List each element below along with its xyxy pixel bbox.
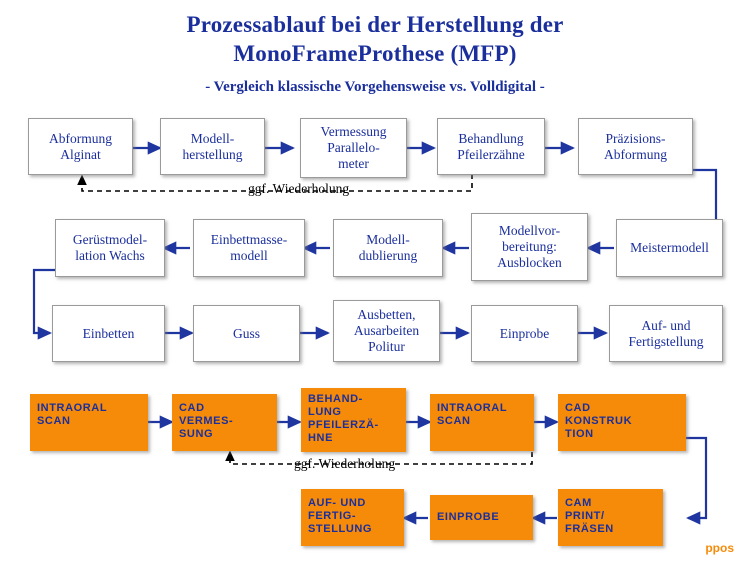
box-line: FRÄSEN bbox=[565, 522, 614, 535]
box-line: STELLUNG bbox=[308, 522, 373, 535]
box-line: Auf- und bbox=[641, 317, 691, 333]
box-line: EINPROBE bbox=[437, 511, 500, 524]
box-line: CAD bbox=[565, 402, 591, 414]
box-line: Politur bbox=[368, 338, 405, 354]
box-line: SUNG bbox=[179, 427, 214, 440]
process-box-abformung-alginat[interactable] bbox=[28, 118, 133, 175]
box-line: AUF- UND bbox=[308, 497, 366, 509]
box-line: Modell- bbox=[190, 130, 235, 146]
box-line: Fertigstellung bbox=[628, 333, 704, 349]
box-line: bereitung: bbox=[502, 239, 557, 255]
box-line: Vermessung bbox=[320, 124, 387, 140]
box-line: Guss bbox=[232, 325, 260, 341]
box-line: Präzisions- bbox=[605, 130, 666, 146]
digital-box-cad-konstruktion[interactable] bbox=[558, 394, 686, 451]
box-line: Alginat bbox=[60, 146, 101, 162]
box-line: CAD bbox=[179, 402, 205, 414]
process-box-ausbetten-ausarbeiten-politur[interactable] bbox=[333, 300, 440, 362]
digital-box-intraoral-scan-2[interactable] bbox=[430, 394, 534, 451]
digital-box-cam-print-fraesen[interactable] bbox=[558, 489, 663, 546]
box-line: HNE bbox=[308, 431, 334, 444]
process-box-geruestmodellation-wachs[interactable] bbox=[55, 219, 165, 277]
digital-box-intraoral-scan-1[interactable] bbox=[30, 394, 148, 451]
box-line: herstellung bbox=[182, 146, 243, 162]
process-box-meistermodell[interactable] bbox=[616, 219, 723, 277]
box-line: Parallelo- bbox=[327, 140, 380, 156]
process-box-einprobe[interactable] bbox=[471, 305, 578, 362]
box-line: SCAN bbox=[37, 414, 71, 427]
process-box-guss[interactable] bbox=[193, 305, 300, 362]
process-box-auf-und-fertigstellung[interactable] bbox=[609, 305, 723, 362]
box-line: Einbettmasse- bbox=[210, 232, 288, 248]
page-title-line-1: Prozessablauf bei der Herstellung der bbox=[186, 12, 564, 37]
digital-box-auf-und-fertigstellung[interactable] bbox=[301, 489, 404, 546]
box-line: dublierung bbox=[358, 248, 418, 263]
digital-box-behandlung-pfeilerzaehne[interactable] bbox=[301, 388, 406, 452]
repetition-label-classic: ggf. Wiederholung bbox=[248, 181, 350, 196]
box-line: Modellvor- bbox=[498, 223, 561, 239]
box-line: PFEILERZÄ- bbox=[308, 418, 379, 431]
box-line: Abformung bbox=[604, 146, 667, 162]
box-line: Abformung bbox=[49, 130, 112, 146]
box-line: INTRAORAL bbox=[437, 402, 508, 414]
box-line: Einprobe bbox=[499, 325, 550, 341]
box-line: SCAN bbox=[437, 414, 471, 427]
box-line: Pfeilerzähne bbox=[457, 146, 525, 162]
box-line: TION bbox=[565, 427, 594, 440]
box-line: BEHAND- bbox=[308, 393, 363, 405]
box-line: FERTIG- bbox=[308, 509, 357, 522]
digital-box-cad-vermessung[interactable] bbox=[172, 394, 277, 451]
process-box-modellvorbereitung-ausblocken[interactable] bbox=[471, 213, 588, 281]
box-line: Einbetten bbox=[82, 325, 135, 341]
credit-label: ppos bbox=[705, 541, 734, 555]
box-line: LUNG bbox=[308, 405, 342, 418]
process-box-vermessung-parallelometer[interactable] bbox=[300, 118, 407, 178]
page-title-line-2: MonoFrameProthese (MFP) bbox=[233, 41, 517, 66]
process-box-modelldublierung[interactable] bbox=[333, 219, 443, 277]
box-line: lation Wachs bbox=[75, 248, 145, 263]
digital-box-einprobe[interactable] bbox=[430, 495, 533, 540]
process-box-praezisions-abformung[interactable] bbox=[578, 118, 693, 175]
box-line: Gerüstmodel- bbox=[72, 232, 148, 248]
box-line: Ausblocken bbox=[497, 254, 562, 270]
box-line: meter bbox=[338, 155, 369, 171]
page-subtitle: - Vergleich klassische Vorgehensweise vs. Volldigital - bbox=[205, 79, 545, 95]
box-line: KONSTRUK bbox=[565, 414, 633, 427]
box-line: CAM bbox=[565, 497, 592, 509]
process-box-einbettmassemodell[interactable] bbox=[193, 219, 305, 277]
box-line: Ausbetten, bbox=[357, 307, 416, 323]
process-box-behandlung-pfeilerzaehne[interactable] bbox=[437, 118, 545, 175]
box-line: PRINT/ bbox=[565, 509, 605, 522]
box-line: Modell- bbox=[366, 232, 410, 248]
box-line: modell bbox=[230, 248, 268, 263]
box-line: INTRAORAL bbox=[37, 402, 108, 414]
repetition-label-digital: ggf. Wiederholung bbox=[294, 456, 396, 471]
box-line: Ausarbeiten bbox=[353, 323, 420, 339]
box-line: VERMES- bbox=[179, 414, 234, 427]
process-box-modellherstellung[interactable] bbox=[160, 118, 265, 175]
box-line: Behandlung bbox=[458, 130, 524, 146]
box-line: Meistermodell bbox=[630, 240, 709, 256]
process-box-einbetten[interactable] bbox=[52, 305, 165, 362]
